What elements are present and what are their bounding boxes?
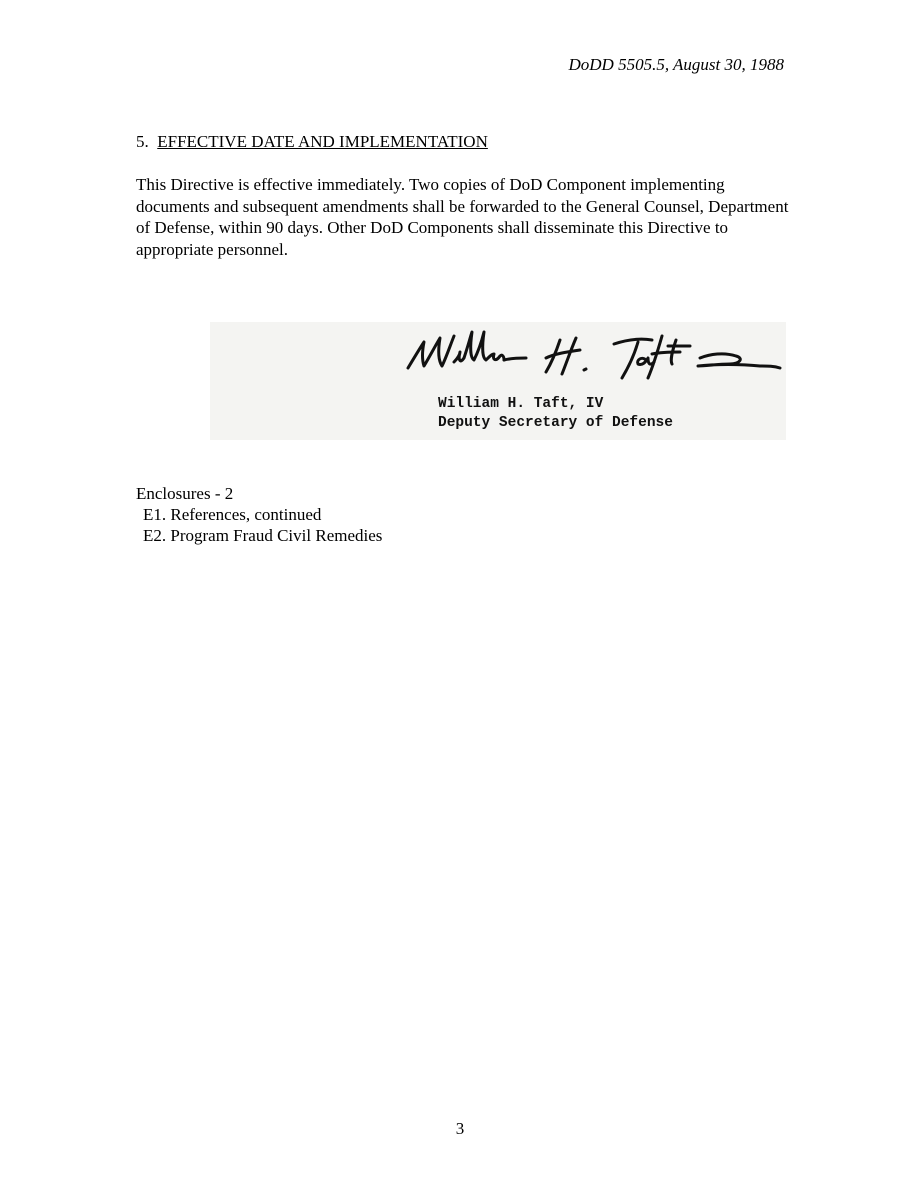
signer-title: Deputy Secretary of Defense — [438, 415, 673, 431]
section-title: EFFECTIVE DATE AND IMPLEMENTATION — [157, 132, 488, 151]
section-heading — [136, 131, 488, 153]
section-number: 5. — [136, 132, 149, 151]
page-number: 3 — [455, 1119, 465, 1138]
enclosure-item: E2. Program Fraud Civil Remedies — [143, 526, 383, 545]
document-reference: DoDD 5505.5, August 30, 1988 — [568, 55, 784, 74]
signature-block — [210, 322, 786, 440]
enclosure-item: E1. References, continued — [143, 505, 322, 524]
handwritten-signature — [400, 324, 785, 386]
enclosures-list — [136, 483, 382, 546]
signer-name: William H. Taft, IV — [438, 396, 604, 412]
enclosures-heading: Enclosures - 2 — [136, 484, 234, 503]
section-body: This Directive is effective immediately. Two copies of DoD Component implementing documents and subsequent amendments shall be forwarded to the General Counsel, Department of Defense, within 90 days. Other DoD Components shall disseminate this Directive to appropriate personnel. — [136, 175, 789, 259]
